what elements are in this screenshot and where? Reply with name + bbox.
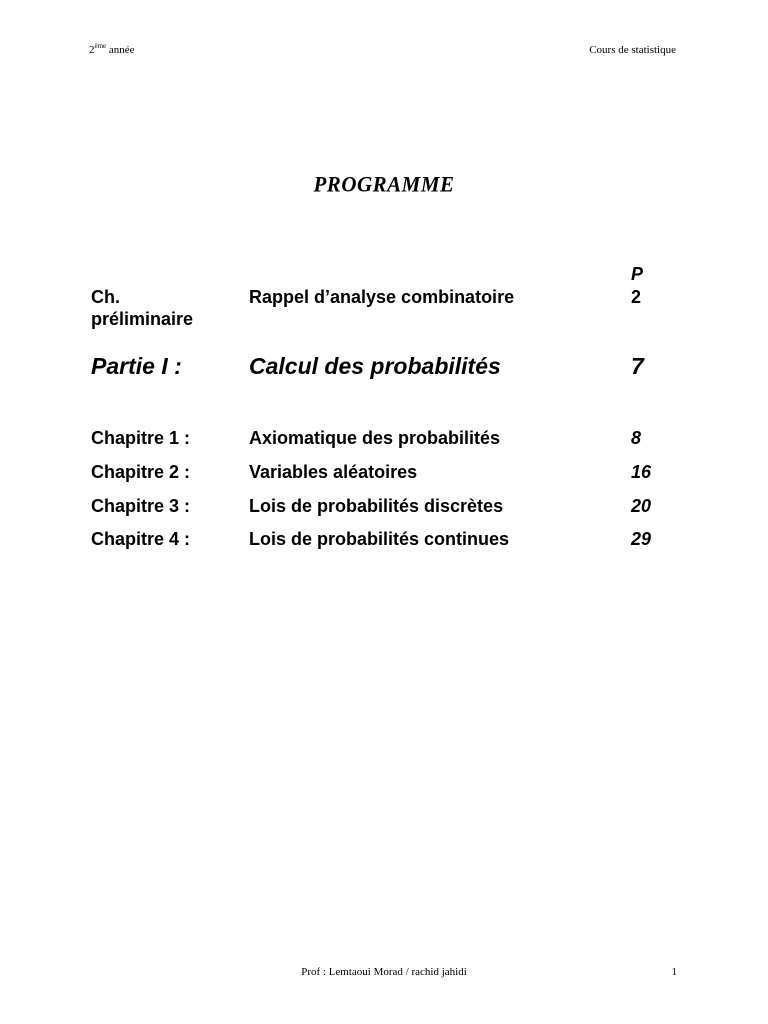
header-year-sup: ème <box>94 42 107 50</box>
preliminary-label-line2: préliminaire <box>91 309 194 329</box>
footer-page-number: 1 <box>671 966 677 978</box>
page-column-header: P <box>631 264 644 284</box>
chapter-label: Chapitre 1 : <box>91 428 191 448</box>
chapter-title: Lois de probabilités discrètes <box>249 496 504 516</box>
header-course: Cours de statistique <box>589 44 676 56</box>
part-page: 7 <box>631 353 644 379</box>
chapter-title: Axiomatique des probabilités <box>249 428 501 448</box>
page-title: PROGRAMME <box>313 171 455 197</box>
chapter-page: 20 <box>631 496 652 516</box>
chapter-page: 8 <box>631 428 642 448</box>
header-year-number: 2 <box>89 44 95 56</box>
part-title: Calcul des probabilités <box>249 353 501 379</box>
chapter-label: Chapitre 3 : <box>91 496 191 516</box>
chapter-title: Lois de probabilités continues <box>249 529 510 549</box>
footer-authors: Prof : Lemtaoui Morad / rachid jahidi <box>301 966 467 978</box>
chapter-label: Chapitre 2 : <box>91 462 191 482</box>
preliminary-label-line1: Ch. <box>91 287 120 307</box>
preliminary-title: Rappel d’analyse combinatoire <box>249 287 515 307</box>
chapter-page: 16 <box>631 462 652 482</box>
header-year-word: année <box>108 44 135 56</box>
chapter-label: Chapitre 4 : <box>91 529 191 549</box>
preliminary-page: 2 <box>631 287 642 307</box>
header-year <box>89 44 135 56</box>
chapter-page: 29 <box>631 529 652 549</box>
chapter-title: Variables aléatoires <box>249 462 418 482</box>
part-label: Partie I : <box>91 353 182 379</box>
